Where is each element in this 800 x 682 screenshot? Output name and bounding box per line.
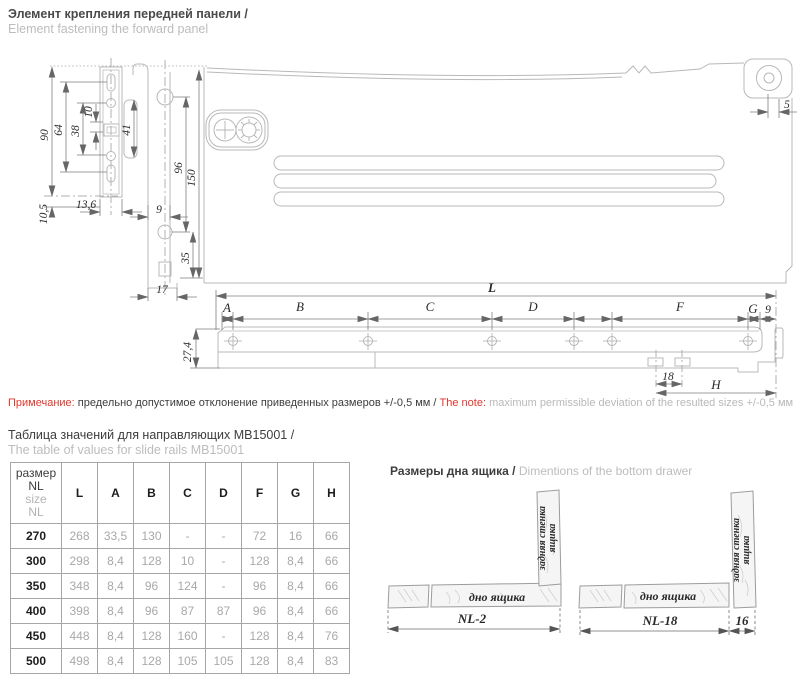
page-title-en: Element fastening the forward panel [8,22,209,36]
cell: 268 [62,524,98,549]
col-header-L: L [62,463,98,524]
cell: 130 [134,524,170,549]
cell: 87 [170,599,206,624]
vertical-rail [148,70,177,288]
cell: 16 [278,524,314,549]
cell: 348 [62,574,98,599]
page-title-ru: Элемент крепления передней панели / [8,7,248,21]
dim-16-label: 16 [735,613,749,628]
slot-3 [274,192,724,206]
dim-96-label: 96 [173,162,185,174]
back-wall-label-1a: задняя стенка [537,505,548,571]
side-view-dimensions [44,67,797,301]
cell: 128 [134,649,170,674]
cell: 448 [62,624,98,649]
dim-F-label: F [676,299,684,314]
dim-10-label: 10 [83,106,95,118]
panel-right-bottom-edge [204,98,792,283]
cell: - [206,524,242,549]
cell: 128 [134,549,170,574]
knurled-screw-inner [242,123,256,137]
note-text-ru: предельно допустимое отклонение приведенных размеров +/-0,5 мм / [77,397,437,409]
panel-top-inner-edge [207,72,622,80]
dim-18-label: 18 [662,371,674,383]
cell: 96 [242,599,278,624]
dim-17-label: 17 [156,284,168,296]
dim-64-label: 64 [53,124,65,136]
size-header-ru: размер NL [15,466,57,493]
cell: 66 [314,574,350,599]
bottom-title-en: Dimentions of the bottom drawer [518,464,693,478]
dim-nl2-label: NL-2 [457,611,487,626]
front-bracket-view [44,58,177,296]
col-header-C: C [170,463,206,524]
size-270: 270 [11,524,62,549]
cell: 83 [314,649,350,674]
side-view-dim-labels [38,99,790,296]
dim-90-label: 90 [39,129,51,141]
table-title-en: The table of values for slide rails MB15001 [8,443,245,457]
note-text-en: maximum permissible deviation of the resulted sizes +/-0,5 мм [489,397,794,409]
cell: 8,4 [98,574,134,599]
roller-bracket [744,59,792,98]
dim-L-label: L [488,280,496,295]
col-header-D: D [206,463,242,524]
cell: - [206,574,242,599]
bottom-panel-label-1: дно ящика [468,590,526,604]
cell: 76 [314,624,350,649]
cell: 96 [242,574,278,599]
note-label-en: The note: [439,397,487,409]
phillips-cross [216,121,234,139]
dim-G-label: G [748,301,758,316]
dim-H-label: H [711,377,721,392]
diagram-nl-18 [579,491,756,636]
cell: 8,4 [98,624,134,649]
back-wall-label-2b: ящика [741,535,752,565]
dim-A-label: A [223,300,231,315]
dim-38-label: 38 [70,125,82,137]
col-header-A: A [98,463,134,524]
note [8,397,793,410]
cell: 398 [62,599,98,624]
cell: 96 [134,574,170,599]
top-view-extension-lines [190,290,760,368]
cell: - [206,624,242,649]
size-400: 400 [11,599,62,624]
cell: 66 [314,599,350,624]
size-header-en: size NL [25,492,47,519]
size-450: 450 [11,624,62,649]
dim-41-label: 41 [121,124,133,136]
cell: 87 [206,599,242,624]
dim-150-label: 150 [186,169,198,187]
dim-C-label: C [425,299,435,314]
cell: 128 [242,624,278,649]
inner-rail-profile [218,352,783,372]
rail-holes [224,333,757,350]
cell: 8,4 [98,599,134,624]
dim-nl18-label: NL-18 [642,613,678,628]
top-view-dim-labels [182,280,771,392]
cell: 96 [134,599,170,624]
size-350: 350 [11,574,62,599]
back-wall-label-2a: задняя стенка [731,517,742,583]
col-header-G: G [278,463,314,524]
cell: 105 [206,649,242,674]
diagram-nl-2 [388,490,561,633]
bottom-title-ru: Размеры дна ящика / [390,464,516,478]
dim-13-6-label: 13,6 [75,199,97,211]
slot-2 [274,174,716,188]
cell: 8,4 [278,549,314,574]
dim-9-label: 9 [156,204,162,216]
cell: 8,4 [98,649,134,674]
table-title-ru: Таблица значений для направляющих MB15001 / [8,428,295,442]
cell: 8,4 [278,649,314,674]
cell: 66 [314,549,350,574]
bottom-drawer-diagrams [0,440,800,682]
knurl-ticks [238,119,260,141]
slot-1 [274,156,724,170]
cell: 8,4 [278,624,314,649]
col-header-F: F [242,463,278,524]
panel-top-edge [207,63,744,76]
cell: 160 [170,624,206,649]
roller-inner [764,73,774,83]
cell: 105 [170,649,206,674]
cell: 124 [170,574,206,599]
dim-10-5-label: 10,5 [38,203,50,225]
cell: 498 [62,649,98,674]
cell: 8,4 [278,574,314,599]
dim-9r-label: 9 [765,304,771,316]
bottom-board-piece-1 [579,585,622,608]
bottom-board-piece-1 [388,585,429,608]
dim-D-label: D [528,299,538,314]
slide-rail-side-view [50,59,792,283]
size-300: 300 [11,549,62,574]
size-500: 500 [11,649,62,674]
col-header-B: B [134,463,170,524]
cell: 66 [314,524,350,549]
dim-B-label: B [296,299,304,314]
cell: - [206,549,242,574]
dim-5-label: 5 [784,99,790,111]
note-label-ru: Примечание: [8,397,75,409]
roller-outer [757,66,782,91]
cell: 10 [170,549,206,574]
cell: 33,5 [98,524,134,549]
cell: 128 [242,549,278,574]
dim-35-label: 35 [180,252,192,264]
top-view-dimensions [190,290,776,393]
cell: 128 [242,649,278,674]
cell: 8,4 [98,549,134,574]
dim-27-4-label: 27,4 [182,341,194,363]
col-header-H: H [314,463,350,524]
back-wall-label-1b: ящика [547,523,558,553]
cell: 298 [62,549,98,574]
cell: 72 [242,524,278,549]
bottom-panel-label-2: дно ящика [639,589,697,603]
cell: 8,4 [278,599,314,624]
cell: - [170,524,206,549]
cell: 128 [134,624,170,649]
